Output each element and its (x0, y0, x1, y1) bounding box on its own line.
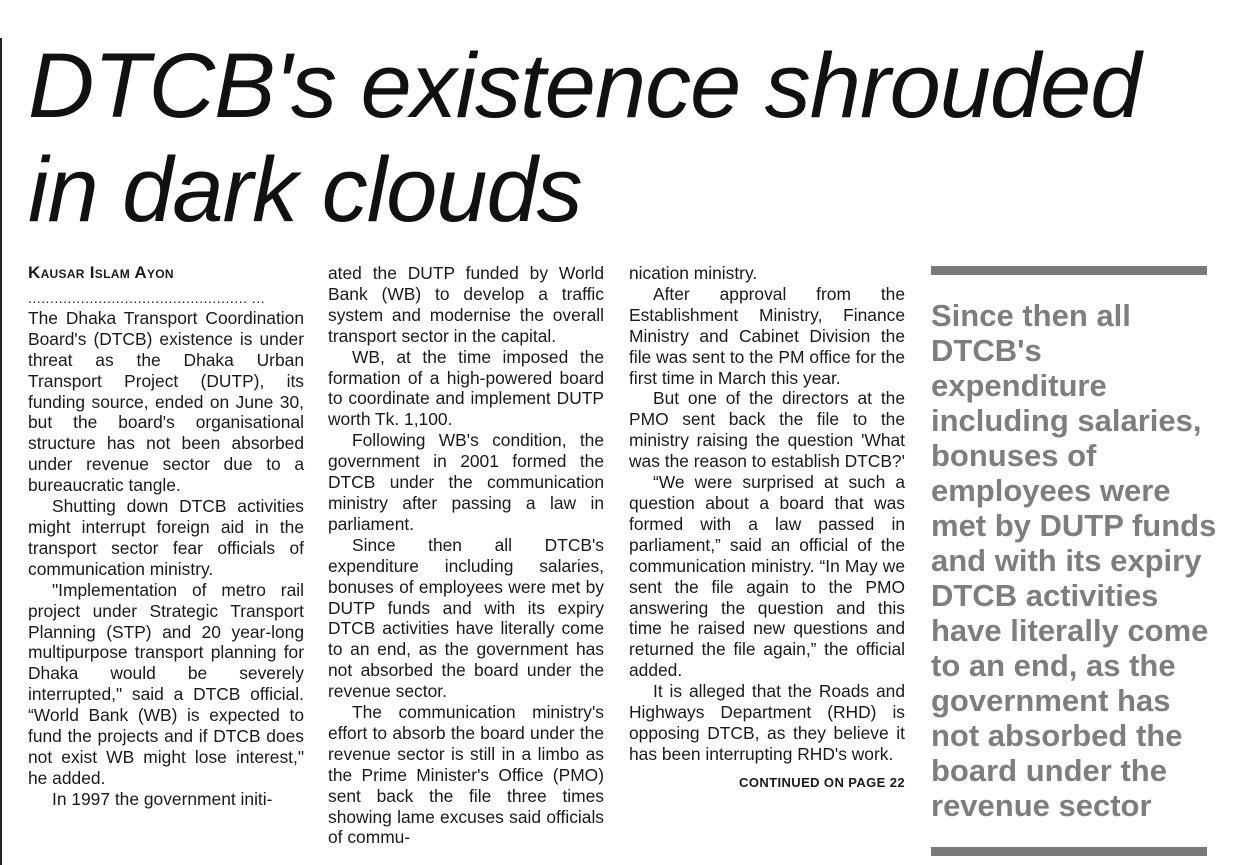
article-paragraph: Shutting down DTCB activities might interrupt foreign aid in the transport sector fear officials of communication ministry. (28, 496, 304, 579)
pull-quote-top-bar (931, 266, 1207, 275)
article-paragraph: The Dhaka Transport Coordination Board's (DTCB) existence is under threat as the Dhaka Urban Transport Project (DUTP), its funding source, ended on June 30, but the board's organisational structure has not been absorbed under revenue sector due to a bureaucratic tangle. (28, 307, 304, 496)
left-column-rule (0, 38, 2, 865)
continued-on-page-link[interactable]: CONTINUED ON PAGE 22 (739, 774, 905, 790)
pull-quote: Since then all DTCB's expenditure including salaries, bonuses of employees were met by DUTP funds and with its expiry DTCB activities have literally come to an end, as the government has not absorbed the board under the revenue sector (931, 298, 1217, 823)
article-paragraph: Following WB's condition, the government in 2001 formed the DTCB under the communication ministry after passing a law in parliament. (328, 430, 604, 534)
article-paragraph: “We were surprised at such a question about a board that was formed with a law passed in parliament,” said an official of the communication ministry. “In May we sent the file again to the PMO answering the question and this time he raised new questions and returned the file again,” the official added. (629, 472, 905, 681)
pull-quote-bottom-bar (931, 847, 1207, 856)
article-paragraph: nication ministry. (629, 263, 758, 283)
article-paragraph: In 1997 the government initi- (52, 788, 273, 809)
headline: DTCB's existence shrouded in dark clouds (28, 35, 1141, 241)
article-paragraph: But one of the directors at the PMO sent back the file to the ministry raising the question 'What was the reason to establish DTCB?' (629, 388, 905, 472)
article-paragraph: It is alleged that the Roads and Highways Department (RHD) is opposing DTCB, as they believe it has been interrupting RHD's work. (629, 681, 905, 764)
article-column-3 (629, 263, 905, 794)
article-paragraph: WB, at the time imposed the formation of a high-powered board to coordinate and implement DUTP worth Tk. 1,100. (328, 346, 604, 430)
article-paragraph: After approval from the Establishment Ministry, Finance Ministry and Cabinet Division the file was sent to the PM office for the first time in March this year. (629, 283, 905, 388)
article-paragraph: The communication ministry's effort to absorb the board under the revenue sector is still in a limbo as the Prime Minister's Office (PMO) sent back the file three times showing lame excuses said officials of commu- (328, 702, 604, 848)
article-paragraph: "Implementation of metro rail project under Strategic Transport Planning (STP) and 20 year-long multipurpose transport planning for Dhaka would be severely interrupted," said a DTCB official. “World Bank (WB) is expected to fund the projects and if DTCB does not exist WB might lose interest," he added. (28, 579, 304, 788)
article-column-2 (328, 263, 604, 848)
article-column-1 (28, 263, 304, 810)
article-paragraph: ated the DUTP funded by World Bank (WB) to develop a traffic system and modernise the overall transport sector in the capital. (328, 263, 604, 346)
byline-dotted-rule: .................................................. ... (28, 289, 266, 306)
byline: Kausar Islam Ayon (28, 263, 174, 282)
article-paragraph: Since then all DTCB's expenditure including salaries, bonuses of employees were met by DUTP funds and with its expiry DTCB activities have literally come to an end, as the government has not absorbed the board under the revenue sector. (328, 534, 604, 702)
